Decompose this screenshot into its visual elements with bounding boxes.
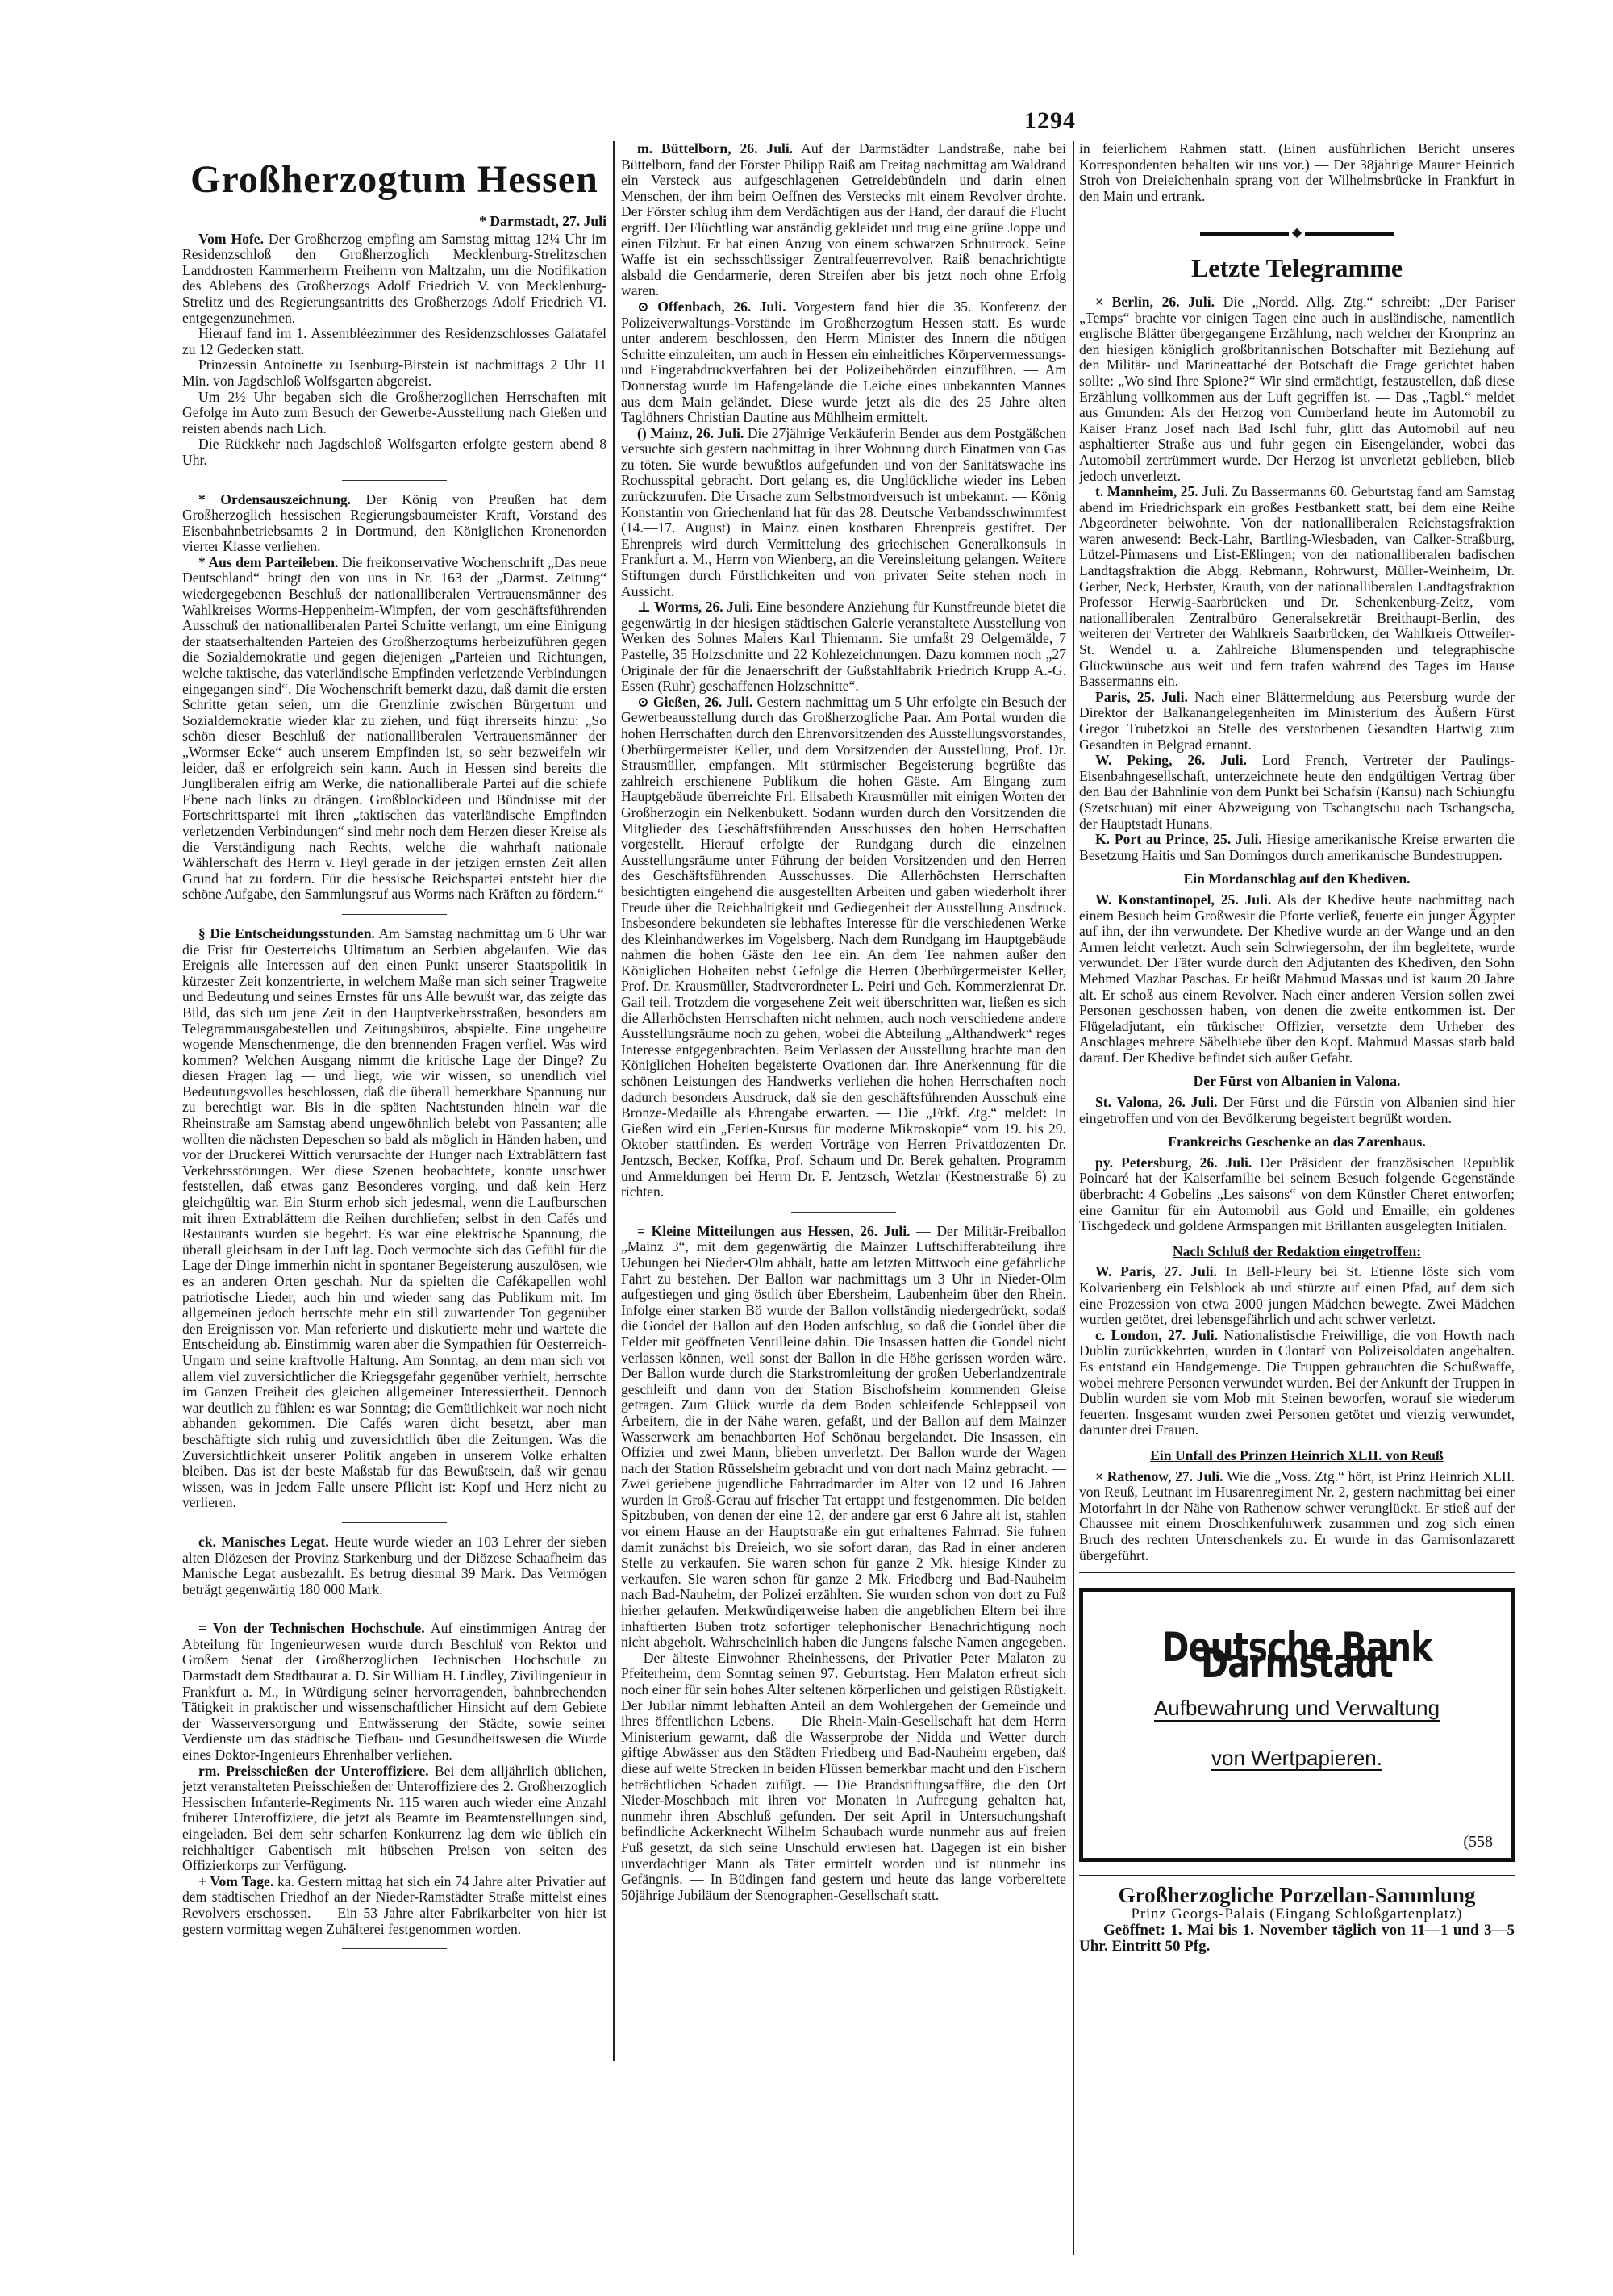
article-lead: rm. Preisschießen der Unteroffiziere. bbox=[198, 1762, 429, 1779]
article-lead: × Rathenow, 27. Juli. bbox=[1095, 1467, 1223, 1484]
article-lead: K. Port au Prince, 25. Juli. bbox=[1095, 831, 1262, 848]
article-heading: Der Fürst von Albanien in Valona. bbox=[1193, 1073, 1401, 1090]
article-paragraph bbox=[621, 299, 1066, 426]
article-lead: () Mainz, 26. Juli. bbox=[637, 424, 744, 441]
article-paragraph bbox=[621, 1224, 1066, 1904]
article-text: Vorgestern fand hier die 35. Konferenz der Polizeiverwaltungs-Vorstände im Großherzogtum Hessen statt. Es wurde unter anderem beschlossen, den Herrn Minister des Innern die nötigen Schritte einzuleiten, um auch in Hessen ein einheitliches Körpervermessungs- und Fingerabdruckverfahren bei der Polizeibehörden einzuführen. — Am Donnerstag wurde im Hafengelände die Leiche eines unbekannten Mannes aus dem Main geländet. Diese wurde jetzt als die des 25 Jahre alten Taglöhners Christian Dautine aus Mühlheim ermittelt. bbox=[621, 298, 1066, 426]
article-text: — Der Militär-Freiballon „Mainz 3“, mit dem gegenwärtig die Mainzer Luftschifferabteilung ihre Uebungen bei Nieder-Olm abhält, hatte am letzten Mittwoch eine gefährliche Fahrt zu bestehen. Der Ballon war nachmittags um 3 Uhr in Nieder-Olm aufgestiegen und ging östlich über Ebersheim, Laubenheim über den Rhein. Infolge einer starken Bö wurde der Ballon vollständig niedergedrückt, sodaß die Gondel der Ballon auf den Boden aufschlug, so daß die Gondel über die Felder mit geöffneten Ventilleine dahin. Die Insassen hatten die Gondel nicht verlassen können, weil sonst der Ballon in die Höhe gerissen worden wäre. Der Ballon wurde durch die Starkstromleitung der großen Ueberlandzentrale geschleift und dann von der Station Bischofsheim kommenden Gleise getragen. Zum Glück wurde da dem Boden schleifende Schleppseil von Arbeitern, die in der Nähe waren, gefaßt, und der Ballon auf dem Mainzer Wasserwerk am benachbarten Hof Schönau bergelandet. Die Insassen, ein Offizier und zwei Mann, blieben unverletzt. Der Ballon wurde der Wagen nach der Station Rüsselsheim gebracht und von dort nach Mainz gebracht. — Zwei geriebene jugendliche Fahrradmarder im Alter von 12 und 16 Jahren wurden in Groß-Gerau auf frischer Tat ertappt und festgenommen. Die beiden Spitzbuben, von denen der eine 12, der andere gar erst 6 Jahre alt ist, stahlen vor einem Hause an der Hauptstraße ein gut erhaltenes Fahrrad. Sie fuhren damit zunächst bis Dreieich, wo sie sofort daran, das Rad in einer anderen Stelle zu verkaufen. Sie waren schon für ganze 2 Mk. hiesige Kinder zu verkaufen. Sie waren schon für ganze 2 Mk. Friedberg und Bad-Nauheim nach Bad-Nauheim, der Polizei erzählten. Sie wurden schon von dort zu Fuß hierher gelaufen. Merkwürdigerweise haben die angeblichen Eltern bei ihre inhaftierten Buben trotz sofortiger telephonischer Benachrichtigung noch nicht abgeholt. Wahrscheinlich haben die Jungens falsche Namen angegeben. — Der älteste Einwohner Rheinhessens, der Privatier Peter Malaton zu Pfeiterheim, dem Sonntag seinen 97. Geburtstag. Herr Malaton erfreut sich noch einer für sein hohes Alter seltenen körperlichen und geistigen Rüstigkeit. Der Jubilar nimmt lebhaften Anteil an dem Wohlergehen der Gemeinde und ihres öffentlichen Lebens. — Die Rhein-Main-Gesellschaft hat dem Herrn Ministerium gewarnt, daß die Wasserprobe der Nidda und Wetter durch giftige Abwässer aus den Städten Friedberg und Bad-Nauheim ergeben, daß diese auf weite Strecken in beiden Flüssen bemerkbar macht und den Fischern beträchtlichen Schaden zufügt. — Die Brandstiftungsaffäre, die den Ort Nieder-Moschbach mit ihren vor Monaten in Aufregung gehalten hat, nunmehr ihren Abschluß gefunden. Der seit April in Untersuchungshaft befindliche Ackerknecht Wilhelm Schaubach wurde nunmehr aus auf freien Fuß gesetzt, da sich seine Unschuld erwiesen hat. Dagegen ist ein bisher unverdächtiger Mann als Täter ermittelt worden und ist nunmehr ins Gefängnis. — In Büdingen fand gestern und heute das lange vorbereitete 50jährige Jubiläum der Stenographen-Gesellschaft statt. bbox=[621, 1222, 1066, 1903]
article-paragraph bbox=[182, 926, 606, 1511]
article-lead: py. Petersburg, 26. Juli. bbox=[1095, 1154, 1252, 1171]
ornament-divider bbox=[1079, 225, 1515, 241]
article-text: Am Samstag nachmittag um 6 Uhr war die Frist für Oesterreichs Ultimatum an Serbien abgelaufen. Wie das Ereignis alle Interessen auf den einen Punkt unserer Staatspolitik in kürzester Zeit konzentrierte, in welchem Maße man sich seiner Tragweite und Bedeutung und seines Ernstes für uns Alle bewußt war, das zeigte das Bild, das sich um jene Zeit in den Hauptverkehrsstraßen, besonders am Telegrammausgabestellen und Zeitungsbüros, abspielte. Eine ungeheure wogende Menschenmenge, die den brennenden Fragen verfiel. Was wird kommen? Welchen Ausgang nimmt die kritische Lage der Dinge? Zu diesen Fragen lag — und liegt, wie wir wissen, so unendlich viel Bedeutungsvolles beschlossen, daß die überall bemerkbare Spannung nur zu berechtigt war. Bis in die späten Nachtstunden hinein war die Rheinstraße am Samstag abend ungewöhnlich belebt von Passanten; alle wollten die nächsten Depeschen so bald als möglich in Händen haben, und vor der Druckerei Wittich verursachte der Hunger nach Extrablättern fast Verkehrsstörungen. Wer diese Szenen beobachtete, konnte unschwer feststellen, daß etwas ganz Besonderes vorging, und daß kein Herz gleichgültig war. Ein Sturm erhob sich jedesmal, wenn die Laufburschen mit ihren Extrablättern die Reihen durchliefen; selbst in den Cafés und Restaurants wurden sie begehrt. Es war eine elektrische Spannung, die überall gleichsam in der Luft lag. Doch vermochte sich das Gefühl für die Lage der Dinge immerhin nicht in spontaner Begeisterung auszulösen, wie es an anderen Orten geschah. Nur da spielten die Cafékapellen wohl patriotische Lieder, auch hin und wieder sang das Publikum mit. Im allgemeinen jedoch herrschte mehr ein still zuwartender Ton gegenüber den Ereignissen vor. Man referierte und diskutierte mehr und wartete die Entscheidung ab. Einstimmig waren aber die Sympathien für Oesterreich-Ungarn und seine kraftvolle Haltung. Am Sonntag, an dem man sich vor allem viel zuversichtlicher die Kriegsgefahr gegenüber verhielt, herrschte im Ganzen Freiheit des gleichen allgemeiner Interessiertheit. Dennoch war deutlich zu fühlen: es war Sonntag; die Gemütlichkeit war noch nicht abhanden gekommen. Die Cafés waren dicht besetzt, aber man beschäftigte sich ruhig und zuversichtlich über die Zeitungen. Was die Zuversichtlichkeit unserer Politik angeben in unserem Volke erhalten bleiben. Das ist der beste Maßstab für das Bewußtsein, daß wir genau wissen, was in jedem Falle unsere Pflicht ist: Kopf und Herz nicht zu verlieren. bbox=[182, 925, 606, 1511]
article-paragraph bbox=[621, 141, 1066, 299]
article-paragraph bbox=[621, 599, 1066, 695]
ad-line: von Wertpapieren. bbox=[1211, 1745, 1382, 1770]
article-lead: ck. Manisches Legat. bbox=[198, 1533, 329, 1550]
notice-hours: Geöffnet: 1. Mai bis 1. November täglich von 11—1 und 3—5 Uhr. Eintritt 50 Pfg. bbox=[1079, 1922, 1515, 1955]
separator-rule bbox=[342, 1522, 447, 1523]
notice-title: Großherzogliche Porzellan-Sammlung bbox=[1118, 1883, 1476, 1908]
article-text: Gestern nachmittag um 5 Uhr erfolgte ein Besuch der Gewerbeausstellung durch das Großherzogliche Paar. Am Portal wurden die hohen Herrschaften durch den Ehrenvorsitzenden des Ausstellungsvorstandes, Oberbürgermeister Keller, und dem Vorsitzenden der Ausstellung, Prof. Dr. Strausmüller, empfangen. Mit stürmischer Begeisterung begrüßte das zahlreich erschienene Publikum die hohen Gäste. Am Eingang zum Hauptgebäude überreichte Frl. Elisabeth Krausmüller mit einigen Worten der Großherzogin ein Nelkenbukett. Sodann wurden durch den Vorsitzenden die Mitglieder des Geschäftsführenden Ausschusses den hohen Herrschaften vorgestellt. Hierauf erfolgte der Rundgang durch die einzelnen Ausstellungsräume unter Führung der beiden Vorsitzenden und den Herren des Geschäftsführenden Ausschusses. Die Allerhöchsten Herrschaften besichtigten eingehend die ausgestellten Arbeiten und gaben wiederholt ihrer Freude über die Reichhaltigkeit und Gediegenheit der Ausstellung Ausdruck. Insbesondere bekundeten sie lebhaftes Interesse für die verschiedenen Werke des Kleinhandwerkes im Vogelsberg. Nach dem Rundgang im Hauptgebäude nahmen die hohen Gäste den Tee ein. An dem Tee nahmen außer den Königlichen Hoheiten nebst Gefolge die Herren Oberbürgermeister Keller, Prof. Dr. Krausmüller, Stadtverordneter L. Peiri und Geh. Kommerzienrat Dr. Gail teil. Trotzdem die vorgesehene Zeit weit überschritten war, ließen es sich die Allerhöchsten Herrschaften nicht nehmen, auch noch verschiedene andere Ausstellungsräume noch zu gehen, wobei die Abteilung „Althandwerk“ reges Interesse entgegenbrachten. Beim Verlassen der Ausstellung brachte man den Königlichen Hoheiten begeisterte Ovationen dar. Ihre Anerkennung für die schönen Leistungen des Handwerks verliehen die hohen Herrschaften noch dadurch besonders Ausdruck, daß sie den geschäftsführenden Ausschuß eine Bronze-Medaille als Ehrengabe erwarten. — Die „Frkf. Ztg.“ meldet: In Gießen wird ein „Ferien-Kursus für moderne Mikroskopie“ vom 19. bis 29. Oktober stattfinden. Es werden Vorträge von Herren Privatdozenten Dr. Jentzsch, Becker, Koffka, Prof. Schaum und Dr. Berek gehalten. Programm und Anmeldungen bei Herrn Dr. F. Jentzsch, Wetzlar (Kestnerstraße 6) zu richten. bbox=[621, 693, 1066, 1200]
article-lead: ⊥ Worms, 26. Juli. bbox=[637, 599, 753, 616]
article-text: Die freikonservative Wochenschrift „Das neue Deutschland“ bringt den von uns in Nr. 163 der „Darmst. Zeitung“ wiedergegebenen Beschluß der nationalliberalen Vertrauensmänner des Wahlkreises Worms-Heppenheim-Wimpfen, der vom geschäftsführenden Ausschuß der nationalliberalen Partei Schritte verlangt, um eine Einigung der staatserhaltenden Parteien des Großherzogtums herbeizuführen gegen die Sozialdemokratie und gegen diejenigen „Parteien und Richtungen, welche taktische, das vaterländische Empfinden verletzende Verbindungen eingegangen sind“. Die Wochenschrift bemerkt dazu, daß damit die ersten Schritte getan seien, um die Grenzlinie zwischen Bürgertum und Sozialdemokratie wieder klar zu ziehen, und fügt ihrerseits hinzu: „So schön dieser Beschluß der nationalliberalen Vertrauensmänner der „Wormser Ecke“ auch unserem Empfinden ist, so sehr bezweifeln wir leider, daß er erfolgreich sein kann. Auch in Hessen sind bereits die Jungliberalen eifrig am Werke, die nationalliberale Partei auf die schiefe Ebene nach links zu drängen. Großblockideen und Bündnisse mit der Fortschrittspartei mit ihren „taktischen das vaterländische Empfinden verletzenden Verbindungen“ sind mehr noch dem Herzen dieser Kreise als die Verständigung nach Rechts, welche die wahrhaft nationale Wählerschaft des Herrn v. Heyl gerade in der jetzigen ernsten Zeit allen Grund hat zu fordern. Für die hessische Reichspartei entsteht hier die schöne Aufgabe, den Sammlungsruf aus Worms nach Kräften zu fördern.“ bbox=[182, 553, 606, 903]
article-paragraph bbox=[182, 492, 606, 555]
article-paragraph bbox=[1079, 892, 1515, 1067]
notice-place: Prinz Georgs-Palais (Eingang Schloßgartenplatz) bbox=[1131, 1906, 1463, 1922]
article-lead: = Von der Technischen Hochschule. bbox=[198, 1620, 425, 1637]
article-paragraph bbox=[1079, 832, 1515, 863]
article-text: Eine besondere Anziehung für Kunstfreunde bietet die gegenwärtig in der hiesigen städtischen Galerie veranstaltete Ausstellung von Werken des Sohnes Malers Karl Thiemann. Sie umfaßt 29 Oelgemälde, 7 Pastelle, 35 Holzschnitte und 22 Kohlezeichnungen. Dazu kommen noch „27 Originale der für die Jenaerschrift der Gußstahlfabrik Friedrich Krupp A.-G. Essen (Ruhr) geschaffenen Holzschnitte“. bbox=[621, 599, 1066, 695]
article-heading: Frankreichs Geschenke an das Zarenhaus. bbox=[1168, 1133, 1426, 1150]
ad-title: Deutsche Bank Darmstadt bbox=[1161, 1624, 1432, 1687]
article-text: Als der Khedive heute nachmittag nach einem Besuch beim Großwesir die Pforte verließ, feuerte ein junger Ägypter auf ihn, der ihn verwundete. Der Khedive wurde an der Wange und an den Armen leicht verletzt. Auch sein Schwiegersohn, der ihn begleitete, wurde verwundet. Der Täter wurde durch den Adjutanten des Khediven, den Sohn Mehmed Mazhar Paschas. Er heißt Mahmud Massas und ist kaum 20 Jahre alt. Er schoß aus einem Revolver. Nach einer anderen Version sollen zwei Personen geschossen haben, von denen die zweite entkommen ist. Der Flügeladjutant, ein türkischer Offizier, versetzte dem Urheber des Anschlages mehrere Säbelhiebe über den Kopf. Mahmud Massas starb bald darauf. Der Khedive befindet sich außer Gefahr. bbox=[1079, 891, 1515, 1066]
section-heading: Letzte Telegramme bbox=[1190, 253, 1403, 282]
article-paragraph bbox=[1079, 1264, 1515, 1327]
article-text: Prinzessin Antoinette zu Isenburg-Birstein ist nachmittags 2 Uhr 11 Min. von Jagdschloß Wolfsgarten abgereist. bbox=[182, 357, 606, 389]
article-paragraph bbox=[1079, 1469, 1515, 1564]
article-lead: * Ordensauszeichnung. bbox=[198, 491, 352, 507]
article-paragraph bbox=[182, 1621, 606, 1763]
article-text: in feierlichem Rahmen statt. (Einen ausführlichen Bericht unseres Korrespondenten behalten wir uns vor.) — Der 38jährige Maurer Heinrich Stroh von Dreieichenhain sprang von der Wilhelmsbrücke in Frankfurt in den Main und ertrank. bbox=[1079, 141, 1515, 204]
article-paragraph bbox=[182, 390, 606, 437]
article-text: Lord French, Vertreter der Paulings-Eisenbahngesellschaft, unterzeichnete heute den endgültigen Vertrag über den Bau der Bahnlinie von dem Punkt bei Schafsin (Kansu) nach Schiungfu (Szetschuan) mit einer Abzweigung von Tschangtschu nach Tschangscha, der Hauptstadt Hunans. bbox=[1079, 752, 1515, 832]
article-lead: + Vom Tage. bbox=[198, 1872, 274, 1889]
article-lead: × Berlin, 26. Juli. bbox=[1095, 293, 1215, 310]
article-heading: Ein Mordanschlag auf den Khediven. bbox=[1183, 870, 1411, 887]
article-heading: Ein Unfall des Prinzen Heinrich XLII. von Reuß bbox=[1150, 1446, 1444, 1463]
article-lead: m. Büttelborn, 26. Juli. bbox=[637, 141, 794, 157]
article-lead: St. Valona, 26. Juli. bbox=[1095, 1094, 1218, 1111]
article-paragraph bbox=[1079, 690, 1515, 753]
separator-rule bbox=[342, 480, 447, 481]
article-text: Wie die „Voss. Ztg.“ hört, ist Prinz Heinrich XLII. von Reuß, Leutnant im Husarenregiment Nr. 2, gestern nachmittag bei einer Motorfahrt in der Nähe von Rathenow schwer verunglückt. Er stieß auf der Chaussee mit einem Droschkenfuhrwerk zusammen und zog sich einen Bruch des rechten Unterschenkels zu. Er wurde in das Garnisonlazarett übergeführt. bbox=[1079, 1467, 1515, 1563]
article-paragraph bbox=[182, 1874, 606, 1937]
article-paragraph bbox=[182, 436, 606, 468]
article-text: Der Fürst und die Fürstin von Albanien sind hier eingetroffen und von der Bevölkerung begeistert begrüßt worden. bbox=[1079, 1094, 1515, 1126]
article-lead: * Aus dem Parteileben. bbox=[198, 553, 339, 570]
separator-rule bbox=[342, 914, 447, 915]
advertisement-deutsche-bank bbox=[1079, 1588, 1515, 1862]
article-text: Der Präsident der französischen Republik Poincaré hat der Kaiserfamilie bei seinem Besuch folgende Gegenstände überbracht: 4 Gobelins „Les saisons“ von dem Künstler Cheret entworfen; eine Garnitur für ein Automobil aus Gold und Emaille; ein goldenes Tischgedeck und goldene Armspangen mit Brillanten ausgelegten Initialen. bbox=[1079, 1154, 1515, 1234]
column-2 bbox=[621, 141, 1066, 2271]
article-text: Nationalistische Freiwillige, die von Howth nach Dublin zurückkehrten, wurden in Clontarf von Polizeisoldaten angehalten. Es entstand ein Handgemenge. Die Truppen gebrauchten die Schußwaffe, wobei mehrere Personen verwundet wurden. Bei der Ankunft der Truppen in Dublin wurden sie vom Mob mit Steinen beworfen, worauf sie wiederum feuerten. Insgesamt wurden zwei Personen getötet und vierzig verwundet, darunter drei Frauen. bbox=[1079, 1326, 1515, 1438]
article-text: Der Großherzog empfing am Samstag mittag 12¼ Uhr im Residenzschloß den Großherzoglich Mecklenburg-Strelitzschen Landdrosten Kammerherrn Freiherrn von Maltzahn, um die Notifikation des Ablebens des Großherzogs Adolf Friedrich V. von Mecklenburg-Strelitz und des Regierungsantritts des Großherzogs Adolf Friedrich VI. entgegenzunehmen. bbox=[182, 230, 606, 326]
article-paragraph bbox=[621, 695, 1066, 1200]
article-lead: = Kleine Mitteilungen aus Hessen, 26. Juli. bbox=[637, 1222, 911, 1239]
article-lead: ⊙ Offenbach, 26. Juli. bbox=[637, 298, 786, 315]
separator-line bbox=[1079, 1572, 1515, 1573]
article-text: Die 27jährige Verkäuferin Bender aus dem Postgäßchen versuchte sich gestern nachmittag in ihrer Wohnung durch Einatmen von Gas zu töten. Sie wurde bewußtlos aufgefunden und von der Sanitätswache ins Rochusspital gebracht. Dort gelang es, die Unglückliche wieder ins Leben zurückzurufen. Die Ursache zum Selbstmordversuch ist unbekannt. — König Konstantin von Griechenland hat für das 28. Deutsche Verbandsschwimmfest (14.—17. August) in Mainz einen kostbaren Ehrenpreis gestiftet. Der Ehrenpreis wird durch Vermittelung des griechischen Generalkonsuls in Frankfurt a. M., Herrn von Wienberg, an die Vereinsleitung gelangen. Weitere Stiftungen durch Fürstlichkeiten und von privater Seite stehen noch in Aussicht. bbox=[621, 424, 1066, 599]
article-paragraph bbox=[1079, 753, 1515, 832]
article-lead: W. Peking, 26. Juli. bbox=[1095, 752, 1247, 769]
column-3 bbox=[1079, 141, 1515, 2271]
ornament-bar bbox=[1305, 232, 1394, 236]
article-paragraph bbox=[182, 357, 606, 389]
article-text: Hierauf fand im 1. Assembléezimmer des Residenzschlosses Galatafel zu 12 Gedecken statt. bbox=[182, 325, 606, 357]
article-paragraph bbox=[1079, 141, 1515, 204]
notice-porcelain-collection bbox=[1079, 1883, 1515, 1955]
article-paragraph bbox=[621, 426, 1066, 600]
separator-line bbox=[1079, 1875, 1515, 1876]
separator-rule bbox=[342, 1948, 447, 1949]
article-paragraph bbox=[182, 1764, 606, 1874]
ornament-bar bbox=[1200, 232, 1289, 236]
article-paragraph bbox=[182, 326, 606, 357]
article-paragraph bbox=[1079, 1328, 1515, 1438]
article-text: Die „Nordd. Allg. Ztg.“ schreibt: „Der Pariser „Temps“ brachte vor einigen Tagen eine auch in ausländische, namentlich englische Blätter übergegangene Erzählung, nach welcher der Kronprinz an den hiesigen königlich großbritannischen Botschafter mit Beziehung auf den Militär- und Marineattaché der Botschaft die Frage gerichtet haben sollte: „Wo sind Ihre Spione?“ Wir sind ermächtigt, festzustellen, daß diese Erzählung vollkommen aus der Luft gegriffen ist. — Das „Tagbl.“ meldet aus Gmunden: Als der Herzog von Cumberland heute im Automobil zu Kaiser Franz Josef nach Bad Ischl fuhr, glitt das Automobil auf neu asphaltierter Straße aus und fuhr gegen ein Eisengeländer, wobei das Automobil zertrümmert wurde. Der Herzog ist unverletzt geblieben, blieb jedoch unverletzt. bbox=[1079, 293, 1515, 484]
article-paragraph bbox=[1079, 1095, 1515, 1126]
page-number: 1294 bbox=[1024, 107, 1076, 134]
article-lead: § Die Entscheidungsstunden. bbox=[198, 925, 375, 941]
article-text: Bei dem alljährlich üblichen, jetzt veranstalteten Preisschießen der Unteroffiziere des 2. Großherzoglich Hessischen Infanterie-Regiments Nr. 115 waren auch wieder eine Anzahl früherer Unteroffiziere, die jetzt als Beamte im Beamtenstellungen sind, eingeladen. Bei dem sehr scharfen Konkurrenz lag dem wie üblich ein reichhaltiger Gabentisch mit hübschen Preisen von seiten des Offizierkorps zur Verfügung. bbox=[182, 1762, 606, 1874]
article-text: Um 2½ Uhr begaben sich die Großherzoglichen Herrschaften mit Gefolge im Auto zum Besuch der Gewerbe-Ausstellung nach Gießen und reisten abends nach Lich. bbox=[182, 388, 606, 436]
article-paragraph bbox=[1079, 294, 1515, 484]
article-paragraph bbox=[1079, 1155, 1515, 1234]
article-text: ka. Gestern mittag hat sich ein 74 Jahre alter Privatier auf dem städtischen Friedhof an der Nieder-Ramstädter Straße mittelst eines Revolvers erschossen. — Ein 53 Jahre alter Fabrikarbeiter von hier ist gestern vormittag wegen Zuhälterei festgenommen worden. bbox=[182, 1872, 606, 1937]
article-text: Hiesige amerikanische Kreise erwarten die Besetzung Haitis und San Domingos durch amerikanische Bundestruppen. bbox=[1079, 831, 1515, 863]
column-divider bbox=[613, 141, 615, 2061]
article-paragraph bbox=[182, 555, 606, 903]
article-text: Auf der Darmstädter Landstraße, nahe bei Büttelborn, fand der Förster Philipp Raiß am Freitag nachmittag am Waldrand ein Versteck aus aufgeschlagenen Getreidebündeln und darin einen Menschen, der ihm beim Oeffnen des Verstecks mit einem Revolver drohte. Der Förster schlug ihm dem Verdächtigen aus der Hand, der darauf die Flucht ergriff. Der Flüchtling war anständig gekleidet und trug eine grüne Joppe und einen Filzhut. Er hat einen Anzug von einem schwarzen Schnurrock. Seine Waffe ist ein sechsschüssiger Zentralfeuerrevolver. Raiß benachrichtigte alsbald die Gendarmerie, deren Streifen aber bis jetzt noch ohne Erfolg waren. bbox=[621, 141, 1066, 299]
article-text: Der König von Preußen hat dem Großherzoglich hessischen Regierungsbaumeister Kraft, Vorstand des Eisenbahnbetriebsamts 2 in Dortmund, den Königlichen Kronenorden vierter Klasse verliehen. bbox=[182, 491, 606, 555]
article-heading: Nach Schluß der Redaktion eingetroffen: bbox=[1172, 1242, 1422, 1259]
ad-number: (558 bbox=[1463, 1832, 1493, 1851]
article-lead: W. Konstantinopel, 25. Juli. bbox=[1095, 891, 1272, 908]
separator-rule bbox=[791, 1212, 896, 1213]
article-lead: t. Mannheim, 25. Juli. bbox=[1095, 483, 1228, 500]
article-paragraph bbox=[182, 232, 606, 327]
diamond-icon: ◆ bbox=[1291, 226, 1302, 240]
article-lead: c. London, 27. Juli. bbox=[1095, 1326, 1219, 1343]
article-text: In Bell-Fleury bei St. Etienne löste sich vom Kolvarienberg ein Felsblock ab und stürzte auf einen Pfad, auf dem sich eine Prozession von etwa 2000 jungen Mädchen bewegte. Zwei Mädchen wurden getötet, drei lebensgefährlich und acht schwer verletzt. bbox=[1079, 1263, 1515, 1328]
section-title: Großherzogtum Hessen bbox=[190, 158, 598, 201]
article-lead: Vom Hofe. bbox=[198, 230, 264, 247]
article-lead: W. Paris, 27. Juli. bbox=[1095, 1263, 1217, 1280]
ad-line: Aufbewahrung und Verwaltung bbox=[1153, 1696, 1440, 1721]
article-text: Zu Bassermanns 60. Geburtstag fand am Samstag abend im Friedrichspark ein großes Festbankett statt, bei dem eine Reihe Abgeordneter beiwohnte. Von der nationalliberalen Reichstagsfraktion waren anwesend: Beck-Lahr, Bartling-Wiesbaden, van Calker-Straßburg, Lützel-Pirmasens und List-Eßlingen; von der nationalliberalen badischen Landtagsfraktion die Abgg. Rebmann, Rohrwurst, Müller-Weinheim, Dr. Gerber, Neck, Herbster, Krauth, von der nationalliberalen Landtagsfraktion Professor Herwig-Saarbrücken und Dr. Schenkenburg-Zeitz, vom nationalliberalen Zentralbüro Generalsekretär Breithaupt-Berlin, des weiteren der Vertreter der Wahlkreis Saarbrücken, der Wahlkreis Ottweiler-St. Wendel u. a. Zahlreiche Blumenspenden und telegraphische Glückwünsche aus weit und fern trafen während des Tages im Hause Bassermanns ein. bbox=[1079, 483, 1515, 690]
article-text: Heute wurde wieder an 103 Lehrer der sieben alten Diözesen der Provinz Starkenburg und der Diözese Schaafheim das Manische Legat ausbezahlt. Es betrug diesmal 39 Mark. Das Vermögen beträgt gegenwärtig 180 000 Mark. bbox=[182, 1533, 606, 1597]
article-paragraph bbox=[182, 1534, 606, 1597]
article-lead: Paris, 25. Juli. bbox=[1095, 688, 1188, 705]
dateline: * Darmstadt, 27. Juli bbox=[479, 213, 606, 229]
article-text: Nach einer Blättermeldung aus Petersburg wurde der Direktor der Balkanangelegenheiten im Ministerium des Äußern Fürst Gregor Trubetzkoi an Stelle des verstorbenen Gesandten Hartwig zum Gesandten in Belgrad ernannt. bbox=[1079, 688, 1515, 753]
article-text: Auf einstimmigen Antrag der Abteilung für Ingenieurwesen wurde durch Beschluß von Rektor und Großem Senat der Großherzoglichen Technischen Hochschule zu Darmstadt dem Stadtbaurat a. D. Sir William H. Lindley, Zivilingenieur in Frankfurt a. M., in Würdigung seiner hervorragenden, bahnbrechenden Tätigkeit in praktischer und wissenschaftlicher Hinsicht auf dem Gebiete der Wasserversorgung und Entwässerung der Städte, sowie seiner Verdienste um das städtische Tiefbau- und Gesundheitswesen die Würde eines Doktor-Ingenieurs Ehrenhalber verliehen. bbox=[182, 1620, 606, 1764]
article-lead: ⊙ Gießen, 26. Juli. bbox=[637, 693, 753, 710]
column-divider bbox=[1073, 141, 1074, 2255]
column-1 bbox=[182, 141, 606, 2094]
article-text: Die Rückkehr nach Jagdschloß Wolfsgarten erfolgte gestern abend 8 Uhr. bbox=[182, 436, 606, 468]
article-paragraph bbox=[1079, 484, 1515, 690]
